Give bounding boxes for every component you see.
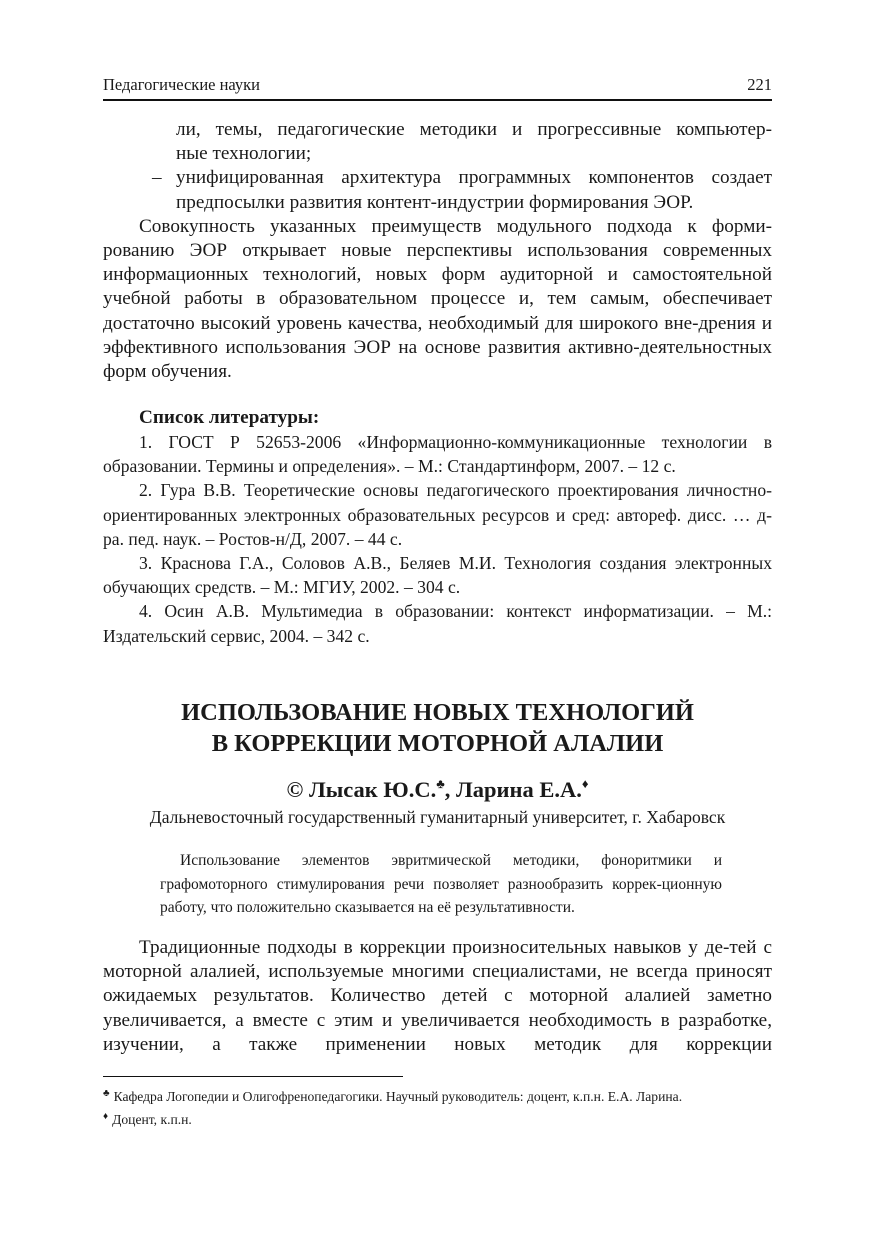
reference-item: 4. Осин А.В. Мультимедиа в образовании: контекст информатизации. – М.: Издательский сервис, 2004. – 342 с.: [103, 601, 772, 646]
body-paragraph: Совокупность указанных преимуществ модульного подхода к форми-рованию ЭОР открывает новые перспективы использования современных информационных технологий, новых форм аудиторной и самостоятельной учебной работы в образовательном процессе и, тем самым, обеспечивает достаточно высокий уровень качества, необходимый для широкого вне-дрения и эффективного использования ЭОР на основе развития активно-деятельностных форм обучения.: [103, 215, 772, 383]
author-name: Ларина Е.А.: [456, 777, 582, 802]
page-number: 221: [747, 75, 772, 94]
list-item-line: предпосылки развития контент-индустрии формирования ЭОР.: [176, 191, 694, 213]
references-title-wrap: [103, 406, 772, 430]
list-item-continuation-end: ные технологии;: [176, 143, 312, 165]
footnote-text: Кафедра Логопедии и Олигофренопедагогики. Научный руководитель: доцент, к.п.н. Е.А. Ларина.: [113, 1089, 683, 1104]
list-item: [103, 166, 772, 190]
footnote-rule: [103, 1076, 403, 1077]
footnote-text: Доцент, к.п.н.: [112, 1112, 192, 1127]
club-footnote-mark: ♣: [436, 776, 445, 791]
footnote: [103, 1085, 772, 1108]
abstract: [160, 849, 722, 920]
intro-paragraph: Традиционные подходы в коррекции произносительных навыков у де-тей с моторной алалией, используемые многими специалистами, не всегда приносят ожидаемых результатов. Количество детей с моторной алалией заметно увеличивается, а вместе с этим и увеличивается необходимость в разработке, изучении, а также применении новых методик для коррекции: [103, 937, 772, 1055]
reference-item: 2. Гура В.В. Теоретические основы педагогического проектирования личностно-ориентированных электронных образовательных ресурсов и сред: автореф. дисс. … д-ра. пед. наук. – Ростов-н/Д, 2007. – 44 с.: [103, 480, 772, 549]
footnote: [103, 1108, 772, 1131]
header-rule: [103, 99, 772, 101]
section-name: Педагогические науки: [103, 75, 261, 94]
affiliation: Дальневосточный государственный гуманитарный университет, г. Хабаровск: [149, 807, 726, 827]
article-title-line: ИСПОЛЬЗОВАНИЕ НОВЫХ ТЕХНОЛОГИЙ: [181, 699, 694, 726]
reference-item: 1. ГОСТ Р 52653-2006 «Информационно-коммуникационные технологии в образовании. Термины и определения». – М.: Стандартинформ, 2007. – 12 с.: [103, 432, 772, 477]
references-title: Список литературы:: [139, 407, 320, 428]
references-list: [103, 430, 772, 648]
intro: [103, 936, 772, 1057]
article-title-line: В КОРРЕКЦИИ МОТОРНОЙ АЛАЛИИ: [211, 730, 664, 757]
author-name: © Лысак Ю.С.: [286, 777, 437, 802]
reference-item: 3. Краснова Г.А., Соловов А.В., Беляев М.И. Технология создания электронных обучающих средств. – М.: МГИУ, 2002. – 304 с.: [103, 553, 772, 598]
abstract-text: Использование элементов эвритмической методики, фоноритмики и графомоторного стимулирования речи позволяет разнообразить коррек-ционную работу, что положительно сказывается на её результативности.: [160, 852, 722, 916]
diamond-footnote-mark: ♦: [103, 1111, 109, 1122]
list-item-continuation: ли, темы, педагогические методики и прогрессивные компьютер-: [176, 119, 772, 140]
article-title: [103, 697, 772, 759]
author-separator: ,: [444, 777, 456, 802]
footnotes: [103, 1085, 772, 1131]
body-top: [103, 118, 772, 384]
club-footnote-mark: ♣: [103, 1088, 110, 1099]
authors: [103, 776, 772, 804]
list-dash: –: [152, 167, 162, 189]
list-item-line: унифицированная архитектура программных компонентов создает: [176, 167, 772, 189]
diamond-footnote-mark: ♦: [581, 776, 589, 791]
